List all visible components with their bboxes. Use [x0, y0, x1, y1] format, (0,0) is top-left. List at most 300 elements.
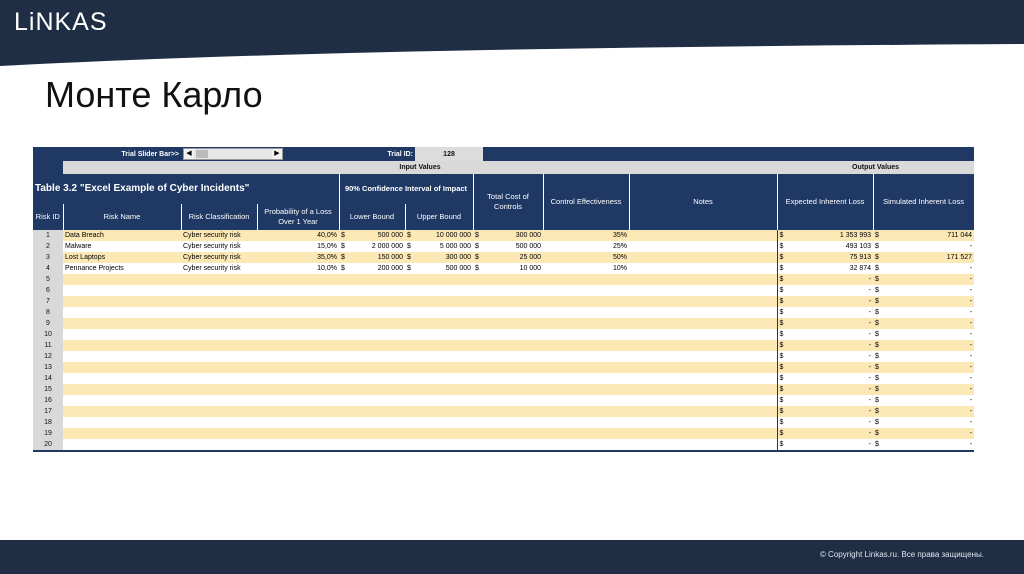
cell-risk-id: 10	[33, 329, 63, 340]
cell-upper-currency	[405, 362, 415, 373]
cell-probability: 35,0%	[257, 252, 339, 263]
cell-risk-id: 7	[33, 296, 63, 307]
cell-risk-name: Malware	[63, 241, 181, 252]
cell-effectiveness	[543, 307, 629, 318]
cell-lower-bound	[349, 307, 405, 318]
cell-simulated-loss: -	[883, 285, 974, 296]
cell-lower-currency	[339, 285, 349, 296]
cell-expected-loss: -	[787, 417, 873, 428]
table-row	[33, 252, 974, 263]
cell-simulated-currency: $	[873, 307, 883, 318]
cell-notes	[629, 439, 777, 450]
cell-notes	[629, 263, 777, 274]
cell-lower-currency	[339, 296, 349, 307]
slider-left-icon[interactable]: ◀	[184, 149, 194, 159]
cell-expected-loss: -	[787, 296, 873, 307]
cell-risk-classification	[181, 428, 257, 439]
cell-lower-bound	[349, 318, 405, 329]
cell-cost-currency: $	[473, 263, 483, 274]
cell-notes	[629, 274, 777, 285]
cell-upper-bound	[415, 428, 473, 439]
cell-cost-currency	[473, 406, 483, 417]
cell-expected-currency: $	[777, 417, 787, 428]
cell-cost-currency	[473, 395, 483, 406]
cell-expected-loss: -	[787, 329, 873, 340]
cell-lower-currency: $	[339, 263, 349, 274]
curve-decoration	[0, 44, 1024, 66]
cell-notes	[629, 318, 777, 329]
column-simulated-loss: Simulated Inherent Loss	[873, 174, 974, 230]
cell-upper-currency	[405, 439, 415, 450]
cell-cost-currency	[473, 439, 483, 450]
cell-expected-currency: $	[777, 340, 787, 351]
slider-label: Trial Slider Bar>>	[121, 150, 179, 158]
cell-risk-name	[63, 351, 181, 362]
cell-risk-classification	[181, 395, 257, 406]
cell-expected-currency: $	[777, 384, 787, 395]
column-cost: Total Cost of Controls	[473, 174, 543, 230]
cell-upper-currency	[405, 406, 415, 417]
table-row	[33, 417, 974, 428]
cell-simulated-loss: -	[883, 373, 974, 384]
cell-simulated-currency: $	[873, 296, 883, 307]
cell-upper-currency	[405, 296, 415, 307]
cell-risk-classification	[181, 406, 257, 417]
cell-expected-loss: -	[787, 428, 873, 439]
cell-risk-classification: Cyber security risk	[181, 241, 257, 252]
cell-cost-currency	[473, 296, 483, 307]
table-row	[33, 351, 974, 362]
cell-cost-currency	[473, 362, 483, 373]
cell-lower-bound	[349, 439, 405, 450]
cell-effectiveness	[543, 362, 629, 373]
cell-simulated-currency: $	[873, 439, 883, 450]
cell-risk-name: Pennance Projects	[63, 263, 181, 274]
cyber-incidents-table	[33, 147, 975, 450]
cell-simulated-currency: $	[873, 252, 883, 263]
cell-risk-id: 19	[33, 428, 63, 439]
cell-simulated-loss: -	[883, 439, 974, 450]
cell-simulated-loss: -	[883, 241, 974, 252]
table-title: Table 3.2 "Excel Example of Cyber Incidents"	[33, 174, 339, 204]
cell-risk-name	[63, 318, 181, 329]
cell-risk-id: 9	[33, 318, 63, 329]
cell-simulated-currency: $	[873, 406, 883, 417]
cell-lower-bound	[349, 285, 405, 296]
cell-risk-classification	[181, 296, 257, 307]
cell-risk-id: 17	[33, 406, 63, 417]
cell-risk-classification	[181, 329, 257, 340]
cell-upper-currency	[405, 428, 415, 439]
cell-risk-id: 20	[33, 439, 63, 450]
cell-simulated-currency: $	[873, 263, 883, 274]
cell-notes	[629, 340, 777, 351]
cell-upper-currency	[405, 351, 415, 362]
cell-cost	[483, 362, 543, 373]
cell-simulated-loss: -	[883, 296, 974, 307]
cell-cost	[483, 318, 543, 329]
cell-upper-bound	[415, 362, 473, 373]
cell-risk-classification: Cyber security risk	[181, 230, 257, 241]
cell-upper-bound: 10 000 000	[415, 230, 473, 241]
cell-cost-currency	[473, 340, 483, 351]
cell-cost	[483, 351, 543, 362]
cell-lower-currency	[339, 307, 349, 318]
cell-risk-classification	[181, 417, 257, 428]
cell-upper-bound	[415, 417, 473, 428]
table-row	[33, 307, 974, 318]
slider-right-icon[interactable]: ▶	[272, 149, 282, 159]
cell-upper-currency	[405, 384, 415, 395]
cell-lower-bound	[349, 351, 405, 362]
table-row	[33, 373, 974, 384]
cell-lower-bound: 150 000	[349, 252, 405, 263]
cell-expected-currency: $	[777, 307, 787, 318]
cell-risk-id: 11	[33, 340, 63, 351]
cell-notes	[629, 417, 777, 428]
cell-upper-currency	[405, 373, 415, 384]
cell-upper-currency	[405, 340, 415, 351]
footer-copyright: © Copyright Linkas.ru. Все права защищены.	[819, 550, 984, 559]
cell-risk-id: 12	[33, 351, 63, 362]
cell-effectiveness	[543, 329, 629, 340]
cell-risk-name	[63, 439, 181, 450]
table-row	[33, 329, 974, 340]
cell-expected-loss: -	[787, 373, 873, 384]
cell-expected-loss: -	[787, 307, 873, 318]
cell-expected-loss: -	[787, 362, 873, 373]
cell-upper-bound: 500 000	[415, 263, 473, 274]
cell-notes	[629, 296, 777, 307]
cell-lower-currency: $	[339, 230, 349, 241]
cell-simulated-loss: -	[883, 329, 974, 340]
cell-effectiveness: 35%	[543, 230, 629, 241]
cell-upper-bound	[415, 340, 473, 351]
cell-risk-id: 13	[33, 362, 63, 373]
cell-upper-bound: 300 000	[415, 252, 473, 263]
table-row	[33, 428, 974, 439]
cell-probability: 40,0%	[257, 230, 339, 241]
cell-simulated-loss: -	[883, 384, 974, 395]
cell-cost	[483, 307, 543, 318]
cell-expected-loss: -	[787, 318, 873, 329]
trial-id-value: 128	[415, 147, 483, 161]
column-risk-name: Risk Name	[63, 204, 181, 230]
cell-effectiveness	[543, 285, 629, 296]
cell-effectiveness	[543, 417, 629, 428]
cell-cost-currency	[473, 428, 483, 439]
cell-probability	[257, 329, 339, 340]
cell-effectiveness	[543, 351, 629, 362]
cell-risk-id: 16	[33, 395, 63, 406]
cell-simulated-currency: $	[873, 373, 883, 384]
trial-slider[interactable]	[183, 148, 283, 160]
cell-lower-currency	[339, 274, 349, 285]
cell-simulated-loss: -	[883, 428, 974, 439]
cell-notes	[629, 307, 777, 318]
cell-notes	[629, 241, 777, 252]
cell-lower-currency	[339, 362, 349, 373]
cell-expected-currency: $	[777, 428, 787, 439]
cell-upper-bound	[415, 285, 473, 296]
cell-upper-currency	[405, 395, 415, 406]
cell-lower-currency	[339, 340, 349, 351]
cell-expected-loss: 75 913	[787, 252, 873, 263]
cell-expected-loss: -	[787, 340, 873, 351]
cell-expected-loss: -	[787, 406, 873, 417]
cell-simulated-currency: $	[873, 384, 883, 395]
cell-cost: 500 000	[483, 241, 543, 252]
cell-simulated-currency: $	[873, 230, 883, 241]
column-expected-loss: Expected Inherent Loss	[777, 174, 873, 230]
cell-lower-currency	[339, 373, 349, 384]
cell-risk-name	[63, 285, 181, 296]
cell-cost-currency	[473, 307, 483, 318]
table-row	[33, 285, 974, 296]
cell-cost	[483, 417, 543, 428]
cell-simulated-loss: -	[883, 417, 974, 428]
cell-cost	[483, 373, 543, 384]
cell-expected-currency: $	[777, 230, 787, 241]
output-values-header: Output Values	[777, 161, 974, 174]
cell-expected-loss: -	[787, 351, 873, 362]
cell-probability	[257, 285, 339, 296]
cell-probability	[257, 340, 339, 351]
cell-upper-currency	[405, 307, 415, 318]
cell-risk-id: 18	[33, 417, 63, 428]
slider-thumb[interactable]	[196, 150, 208, 158]
cell-expected-loss: -	[787, 384, 873, 395]
cell-probability: 10,0%	[257, 263, 339, 274]
cell-effectiveness	[543, 428, 629, 439]
cell-expected-currency: $	[777, 274, 787, 285]
cell-risk-name: Data Breach	[63, 230, 181, 241]
cell-notes	[629, 395, 777, 406]
cell-probability: 15,0%	[257, 241, 339, 252]
footer	[0, 540, 1024, 574]
cell-probability	[257, 384, 339, 395]
cell-expected-currency: $	[777, 406, 787, 417]
cell-simulated-loss: -	[883, 362, 974, 373]
cell-lower-currency	[339, 351, 349, 362]
cell-simulated-currency: $	[873, 362, 883, 373]
confidence-interval-header: 90% Confidence Interval of Impact	[339, 174, 473, 204]
cell-lower-bound	[349, 417, 405, 428]
cell-expected-loss: -	[787, 395, 873, 406]
cell-probability	[257, 296, 339, 307]
cell-probability	[257, 318, 339, 329]
cell-risk-id: 14	[33, 373, 63, 384]
cell-risk-id: 5	[33, 274, 63, 285]
cell-simulated-currency: $	[873, 318, 883, 329]
cell-risk-name	[63, 395, 181, 406]
cell-simulated-currency: $	[873, 274, 883, 285]
cell-expected-currency: $	[777, 252, 787, 263]
cell-risk-name	[63, 428, 181, 439]
cell-lower-currency	[339, 417, 349, 428]
table-row	[33, 296, 974, 307]
table-bottom-border	[33, 450, 974, 452]
table-row	[33, 340, 974, 351]
cell-risk-classification	[181, 318, 257, 329]
cell-effectiveness	[543, 439, 629, 450]
cell-cost-currency: $	[473, 252, 483, 263]
cell-lower-bound	[349, 384, 405, 395]
table-row	[33, 439, 974, 450]
cell-simulated-loss: 171 527	[883, 252, 974, 263]
cell-expected-loss: 32 874	[787, 263, 873, 274]
cell-expected-currency: $	[777, 285, 787, 296]
cell-expected-currency: $	[777, 373, 787, 384]
cell-simulated-loss: -	[883, 318, 974, 329]
cell-risk-name	[63, 296, 181, 307]
cell-probability	[257, 307, 339, 318]
cell-probability	[257, 439, 339, 450]
cell-lower-bound: 500 000	[349, 230, 405, 241]
cell-expected-currency: $	[777, 439, 787, 450]
cell-simulated-loss: -	[883, 263, 974, 274]
cell-lower-bound	[349, 274, 405, 285]
table-row	[33, 362, 974, 373]
cell-upper-currency	[405, 417, 415, 428]
cell-lower-bound	[349, 406, 405, 417]
cell-cost-currency	[473, 373, 483, 384]
spreadsheet	[33, 147, 974, 452]
cell-risk-name	[63, 307, 181, 318]
column-effectiveness: Control Effectiveness	[543, 174, 629, 230]
cell-effectiveness: 50%	[543, 252, 629, 263]
cell-expected-currency: $	[777, 296, 787, 307]
cell-risk-classification	[181, 384, 257, 395]
column-notes: Notes	[629, 174, 777, 230]
cell-risk-classification	[181, 285, 257, 296]
cell-lower-currency	[339, 329, 349, 340]
cell-simulated-currency: $	[873, 395, 883, 406]
input-values-header: Input Values	[63, 161, 777, 174]
cell-cost-currency	[473, 274, 483, 285]
cell-risk-name: Lost Laptops	[63, 252, 181, 263]
cell-upper-bound	[415, 373, 473, 384]
cell-lower-bound	[349, 395, 405, 406]
cell-simulated-loss: -	[883, 406, 974, 417]
cell-cost	[483, 296, 543, 307]
cell-lower-currency	[339, 406, 349, 417]
cell-risk-name	[63, 384, 181, 395]
cell-cost: 10 000	[483, 263, 543, 274]
cell-notes	[629, 406, 777, 417]
column-upper-bound: Upper Bound	[405, 204, 473, 230]
cell-probability	[257, 362, 339, 373]
column-risk-id: Risk ID	[33, 204, 63, 230]
cell-simulated-loss: -	[883, 274, 974, 285]
cell-upper-bound	[415, 307, 473, 318]
cell-cost	[483, 329, 543, 340]
slide-title: Монте Карло	[45, 74, 263, 115]
cell-lower-currency	[339, 384, 349, 395]
cell-upper-currency: $	[405, 252, 415, 263]
cell-cost	[483, 340, 543, 351]
cell-upper-currency	[405, 285, 415, 296]
table-row	[33, 263, 974, 274]
cell-cost: 300 000	[483, 230, 543, 241]
cell-probability	[257, 274, 339, 285]
cell-cost-currency	[473, 329, 483, 340]
cell-simulated-loss: -	[883, 307, 974, 318]
cell-effectiveness: 10%	[543, 263, 629, 274]
cell-cost	[483, 428, 543, 439]
cell-effectiveness: 25%	[543, 241, 629, 252]
table-row	[33, 318, 974, 329]
cell-lower-bound	[349, 329, 405, 340]
table-row	[33, 241, 974, 252]
cell-expected-currency: $	[777, 395, 787, 406]
cell-risk-id: 1	[33, 230, 63, 241]
table-row	[33, 384, 974, 395]
cell-probability	[257, 417, 339, 428]
cell-simulated-loss: -	[883, 395, 974, 406]
cell-upper-currency: $	[405, 263, 415, 274]
cell-cost-currency	[473, 351, 483, 362]
table-row	[33, 395, 974, 406]
cell-expected-currency: $	[777, 263, 787, 274]
cell-effectiveness	[543, 296, 629, 307]
cell-upper-bound	[415, 318, 473, 329]
cell-expected-loss: 1 353 993	[787, 230, 873, 241]
cell-upper-bound	[415, 384, 473, 395]
trial-id-label: Trial ID:	[387, 150, 414, 158]
cell-cost-currency	[473, 318, 483, 329]
cell-lower-bound: 2 000 000	[349, 241, 405, 252]
cell-cost-currency: $	[473, 241, 483, 252]
cell-risk-id: 3	[33, 252, 63, 263]
cell-risk-classification	[181, 373, 257, 384]
cell-risk-name	[63, 417, 181, 428]
cell-notes	[629, 351, 777, 362]
cell-cost-currency	[473, 417, 483, 428]
cell-upper-bound: 5 000 000	[415, 241, 473, 252]
cell-simulated-loss: -	[883, 340, 974, 351]
cell-notes	[629, 252, 777, 263]
cell-upper-bound	[415, 329, 473, 340]
cell-risk-classification	[181, 439, 257, 450]
cell-notes	[629, 384, 777, 395]
table-row	[33, 230, 974, 241]
cell-lower-currency	[339, 439, 349, 450]
cell-risk-name	[63, 340, 181, 351]
cell-probability	[257, 351, 339, 362]
cell-risk-classification	[181, 340, 257, 351]
cell-simulated-currency: $	[873, 351, 883, 362]
cell-effectiveness	[543, 318, 629, 329]
cell-effectiveness	[543, 406, 629, 417]
cell-risk-name	[63, 362, 181, 373]
column-probability: Probability of a Loss Over 1 Year	[257, 204, 339, 230]
cell-probability	[257, 373, 339, 384]
cell-expected-currency: $	[777, 318, 787, 329]
cell-risk-name	[63, 406, 181, 417]
cell-expected-currency: $	[777, 241, 787, 252]
cell-risk-id: 4	[33, 263, 63, 274]
cell-lower-bound	[349, 428, 405, 439]
cell-cost	[483, 395, 543, 406]
cell-expected-currency: $	[777, 329, 787, 340]
cell-probability	[257, 428, 339, 439]
cell-lower-currency	[339, 318, 349, 329]
cell-expected-loss: -	[787, 274, 873, 285]
cell-risk-classification: Cyber security risk	[181, 252, 257, 263]
cell-expected-loss: -	[787, 439, 873, 450]
cell-cost-currency	[473, 384, 483, 395]
